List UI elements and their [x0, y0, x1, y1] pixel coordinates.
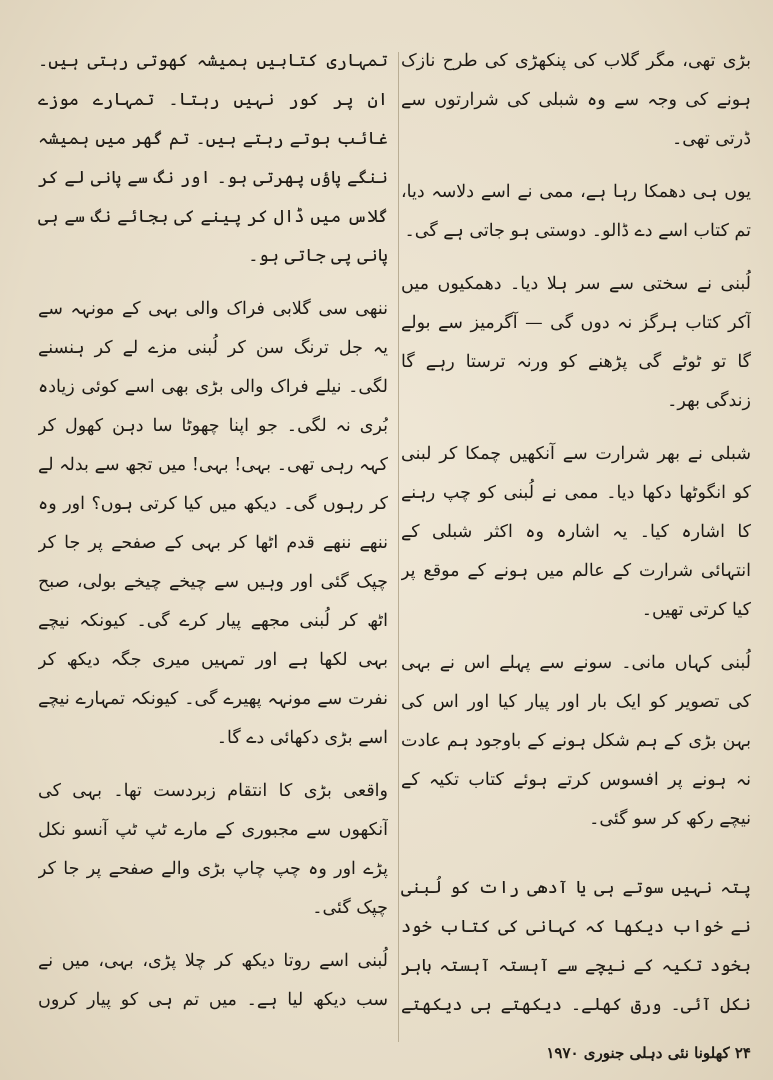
paragraph: ننھی سی گلابی فراک والی بہی کے مونہہ سے یہ جل ترنگ سن کر لُبنی مزے لے کر ہنسنے لگی۔ نیلے فراک والی بڑی بھی اسے کوئی زیادہ بُری نہ لگی۔ جو اپنا چھوٹا سا دہن کھول کر کہہ رہی تھی۔ بہی! بہی! میں تجھ سے بدلہ لے کر رہوں گی۔ دیکھ میں کیا کرتی ہوں؟ اور وہ ننھے ننھے قدم اٹھا کر بہی کے صفحے پر جا کر چپک گئی اور وہیں سے چیخے چیخے بولی، صبح اٹھ کر لُبنی مجھے پیار کرے گی۔ کیونکہ نیچے بہی لکھا ہے اور تمہیں میری جگہ دیکھ کر نفرت سے مونہہ پھیرے گی۔ کیونکہ تمہارے نیچے اسے بڑی دکھائی دے گا۔ — [38, 299, 388, 748]
paragraph: لُبنی اسے روتا دیکھ کر چلا پڑی، بہی، میں نے سب دیکھ لیا ہے۔ میں تم ہی کو پیار کروں — [38, 951, 388, 1010]
paragraph: لُبنی کہاں مانی۔ سونے سے پہلے اس نے بہی کی تصویر کو ایک بار اور پیار کیا اور اس کی بہن بڑی کے ہم شکل ہونے کے باوجود ہم عادت نہ ہونے پر افسوس کرتے ہوئے کتاب تکیہ کے نیچے رکھ کر سو گئی۔ — [401, 653, 751, 829]
paragraph: بڑی تھی، مگر گلاب کی پنکھڑی کی طرح نازک ہونے کی وجہ سے وہ شبلی کی شرارتوں سے ڈرتی تھی۔ — [401, 51, 751, 149]
right-column — [401, 42, 751, 1027]
paragraph: شبلی نے بھر شرارت سے آنکھیں چمکا کر لبنی کو انگوٹھا دکھا دیا۔ ممی نے لُبنی کو چپ رہنے کا اشارہ کیا۔ یہ اشارہ وہ اکثر شبلی کے انتہائی شرارت کے عالم میں ہونے کے موقع پر کیا کرتی تھیں۔ — [401, 444, 751, 620]
paragraph: واقعی بڑی کا انتقام زبردست تھا۔ بہی کی آنکھوں سے مجبوری کے مارے ٹپ ٹپ آنسو نکل پڑے اور وہ چپ چاپ بڑی والے صفحے پر جا کر چپک گئی۔ — [38, 781, 388, 918]
paragraph: تمہاری کتابیں ہمیشہ کھوتی رہتی ہیں۔ ان پر کور نہیں رہتا۔ تمہارے موزے غائب ہوتے رہتے ہیں۔ تم گھر میں ہمیشہ ننگے پاؤں پھرتی ہو۔ اور نگ سے پانی لے کر گلاس میں ڈال کر پینے کی بجائے نگ سے ہی پانی پی جاتی ہو۔ — [38, 51, 388, 266]
paragraph: پتہ نہیں سوتے ہی یا آدھی رات کو لُبنی نے خواب دیکھا کہ کہانی کی کتاب خود بخود تکیہ کے نیچے سے آہستہ آہستہ باہر نکل آئی۔ ورق کھلے۔ دیکھتے ہی دیکھتے — [401, 878, 751, 1015]
page-footer: ۲۴ کھلونا نئی دہلی جنوری ۱۹۷۰ — [546, 1044, 751, 1062]
column-divider — [398, 52, 399, 1042]
paragraph: یوں ہی دھمکا رہا ہے، ممی نے اسے دلاسہ دیا، تم کتاب اسے دے ڈالو۔ دوستی ہو جاتی ہے گی۔ — [401, 182, 751, 241]
left-column — [38, 42, 388, 1027]
paragraph: لُبنی نے سختی سے سر ہلا دیا۔ دھمکیوں میں آکر کتاب ہرگز نہ دوں گی — آگرمیز سے بولے گا تو ٹوٹے گی پڑھنے کو ورنہ ترستا رہے گا زندگی بھر۔ — [401, 274, 751, 411]
